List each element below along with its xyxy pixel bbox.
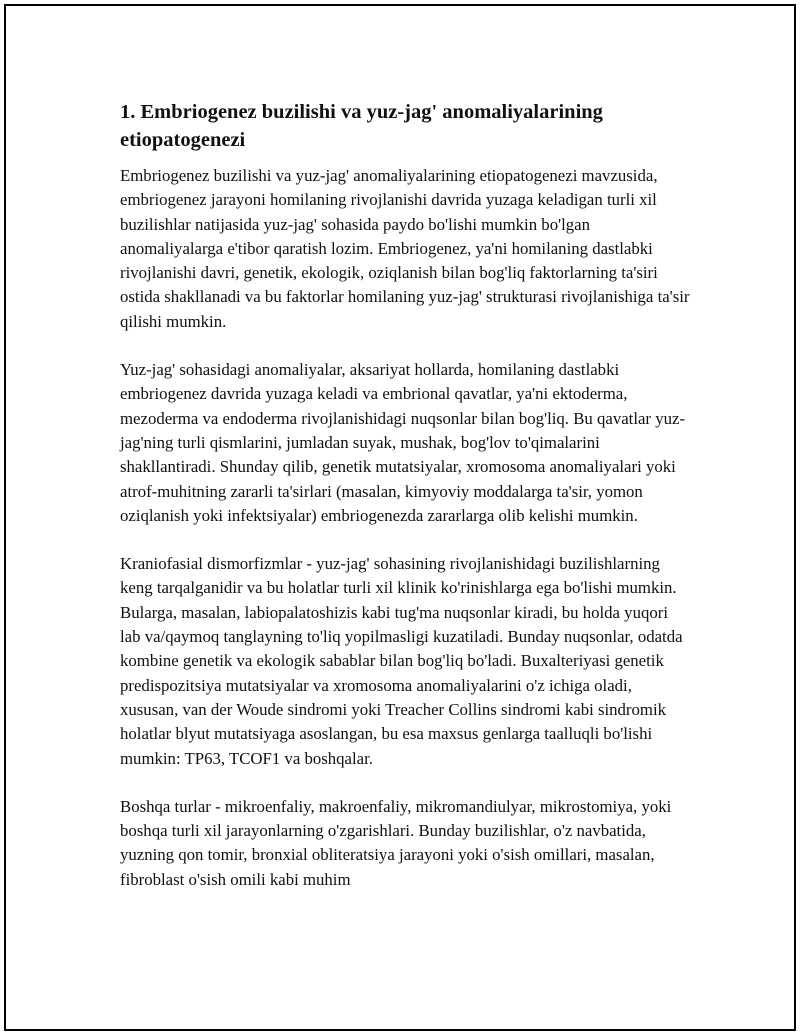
paragraph-3: Kraniofasial dismorfizmlar - yuz-jag' sohasining rivojlanishidagi buzilishlarning keng tarqalganidir va bu holatlar turli xil klinik ko'rinishlarga ega bo'lishi mumkin. Bularga, masalan, labiopalatoshizis kabi tug'ma nuqsonlar kiradi, bu holda yuqori lab va/qaymoq tanglayning to'liq yopilmasligi kuzatiladi. Bunday nuqsonlar, odatda kombine genetik va ekologik sabablar bilan bog'liq bo'ladi. Buxalteriyasi genetik predispozitsiya mutatsiyalar va xromosoma anomaliyalarini o'z ichiga oladi, xususan, van der Woude sindromi yoki Treacher Collins sindromi kabi sindromik holatlar blyut mutatsiyaga asoslangan, bu esa maxsus genlarga taalluqli bo'lishi mumkin: TP63, TCOF1 va boshqalar. <box>120 554 683 768</box>
paragraph-2: Yuz-jag' sohasidagi anomaliyalar, aksariyat hollarda, homilaning dastlabki embriogenez davrida yuzaga keladi va embrional qavatlar, ya'ni ektoderma, mezoderma va endoderma rivojlanishidagi nuqsonlar bilan bog'liq. Bu qavatlar yuz-jag'ning turli qismlarini, jumladan suyak, mushak, bog'lov to'qimalarini shakllantiradi. Shunday qilib, genetik mutatsiyalar, xromosoma anomaliyalari yoki atrof-muhitning zararli ta'sirlari (masalan, kimyoviy moddalarga ta'sir, yomon oziqlanish yoki infektsiyalar) embriogenezda zararlarga olib kelishi mumkin. <box>120 360 686 525</box>
section-title: 1. Embriogenez buzilishi va yuz-jag' anomaliyalarining etiopatogenezi <box>120 101 603 151</box>
paragraph-1: Embriogenez buzilishi va yuz-jag' anomaliyalarining etiopatogenezi mavzusida, embriogenez jarayoni homilaning rivojlanishi davrida yuzaga keladigan turli xil buzilishlar natijasida yuz-jag' sohasida paydo bo'lishi mumkin bo'lgan anomaliyalarga e'tibor qaratish lozim. Embriogenez, ya'ni homilaning dastlabki rivojlanishi davri, genetik, ekologik, oziqlanish bilan bog'liq faktorlarning ta'siri ostida shakllanadi va bu faktorlar homilaning yuz-jag' strukturasi rivojlanishiga ta'sir qilishi mumkin. <box>120 166 690 331</box>
document-body <box>120 98 690 916</box>
paragraph-4: Boshqa turlar - mikroenfaliy, makroenfaliy, mikromandiulyar, mikrostomiya, yoki boshqa turli xil jarayonlarning o'zgarishlari. Bunday buzilishlar, o'z navbatida, yuzning qon tomir, bronxial obliteratsiya jarayoni yoki o'sish omillari, masalan, fibroblast o'sish omili kabi muhim <box>120 796 672 889</box>
document-page <box>4 4 796 1031</box>
